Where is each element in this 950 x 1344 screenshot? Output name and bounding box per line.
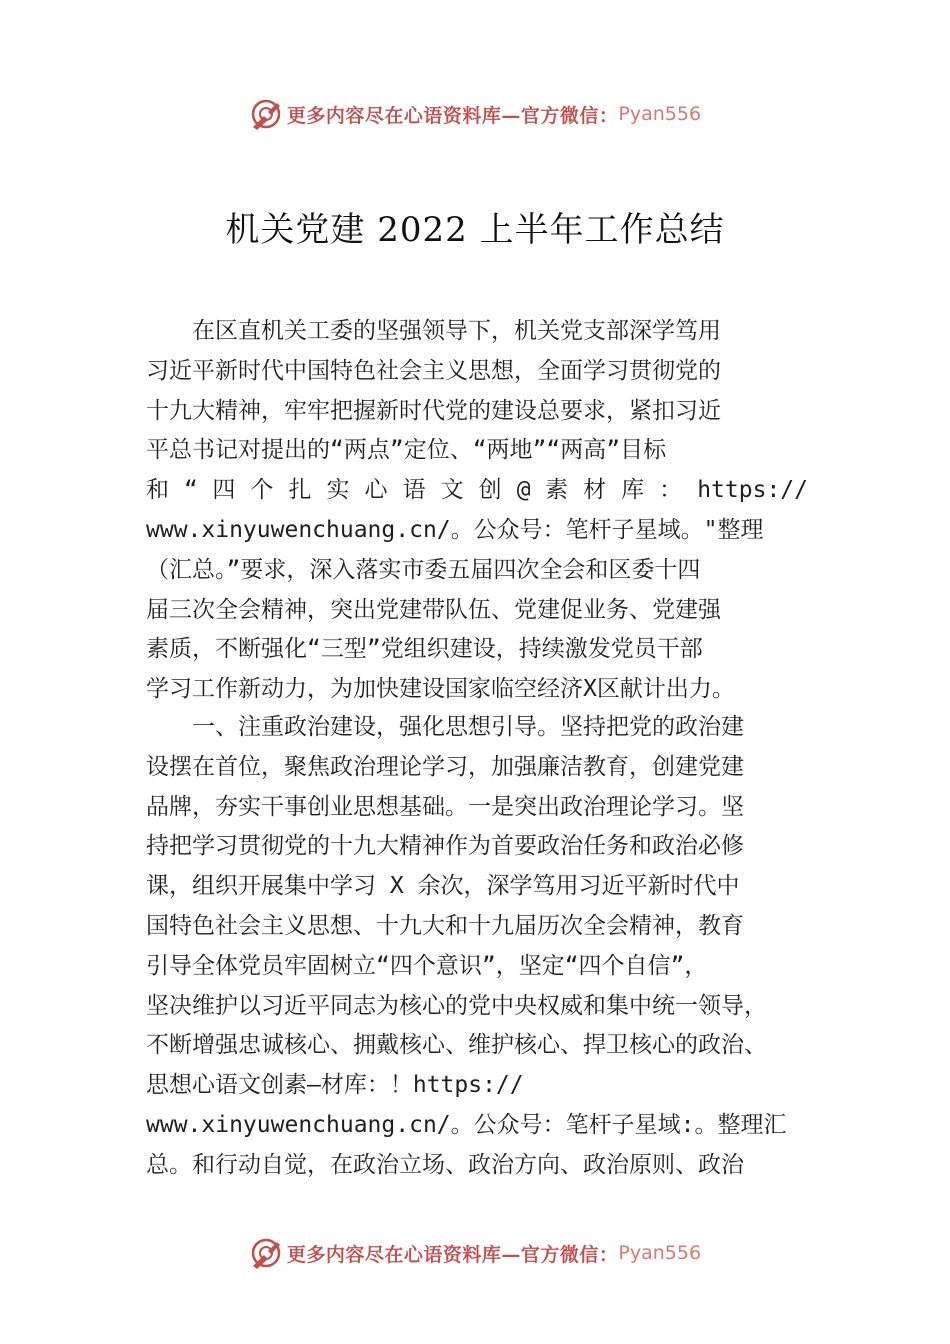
footer-banner (0, 1233, 950, 1273)
pen-logo-icon (249, 1236, 283, 1270)
text-line: 习近平新时代中国特色社会主义思想，全面学习贯彻党的 (146, 357, 721, 384)
text-line: 素质，不断强化“三型”党组织建设，持续激发党员干部 (146, 636, 703, 663)
text-line: 届三次全会精神，突出党建带队伍、党建促业务、党建强 (146, 596, 721, 623)
text-line: 十九大精神，牢牢把握新时代党的建设总要求，紧扣习近 (146, 397, 721, 424)
text-line: 平总书记对提出的“两点”定位、“两地”“两高”目标 (146, 437, 667, 464)
wechat-id: Pyan556 (618, 103, 702, 125)
wechat-id: Pyan556 (618, 1242, 702, 1264)
text-line: 总。和行动自觉，在政治立场、政治方向、政治原则、政治 (146, 1151, 744, 1178)
text-line: 不断增强忠诚核心、拥戴核心、维护核心、捍卫核心的政治、 (146, 1032, 767, 1059)
banner-text: 更多内容尽在心语资料库—官方微信： (286, 104, 619, 127)
header-banner (0, 94, 950, 134)
paragraph-2 (146, 708, 808, 1186)
text-line: www.xinyuwenchuang.cn/。公众号：笔杆子星域:。整理汇 (146, 1111, 787, 1138)
document-title: 机关党建 2022 上半年工作总结 (225, 210, 725, 250)
pen-logo-icon (249, 97, 283, 131)
text-line: （汇总。”要求，深入落实市委五届四次全会和区委十四 (146, 556, 701, 583)
text-line: 品牌，夯实干事创业思想基础。一是突出政治理论学习。坚 (146, 793, 744, 820)
text-line: 学习工作新动力，为加快建设国家临空经济X区献计出力。 (146, 676, 735, 703)
text-line: 一、注重政治建设，强化思想引导。坚持把党的政治建 (146, 714, 744, 740)
text-line: 设摆在首位，聚焦政治理论学习，加强廉洁教育，创建党建 (146, 753, 744, 780)
text-line: 国特色社会主义思想、十九大和十九届历次全会精神，教育 (146, 912, 744, 939)
text-line: 和 “ 四 个 扎 实 心 语 文 创 @ 素 材 库 ： https:// (146, 477, 808, 504)
text-line: 思想心语文创素—材库：！https:// (146, 1072, 524, 1099)
text-line: 坚决维护以习近平同志为核心的党中央权威和集中统一领导， (146, 992, 767, 1019)
text-line: 持把学习贯彻党的十九大精神作为首要政治任务和政治必修 (146, 833, 744, 860)
banner-text: 更多内容尽在心语资料库—官方微信： (286, 1243, 619, 1266)
paragraph-1 (146, 312, 808, 710)
text-line: 课，组织开展集中学习 X 余次，深学笃用习近平新时代中 (146, 873, 740, 900)
text-line: www.xinyuwenchuang.cn/。公众号：笔杆子星域。"整理 (146, 516, 764, 543)
text-line: 在区直机关工委的坚强领导下，机关党支部深学笃用 (146, 318, 721, 344)
text-line: 引导全体党员牢固树立“四个意识”，坚定“四个自信”， (146, 952, 708, 979)
